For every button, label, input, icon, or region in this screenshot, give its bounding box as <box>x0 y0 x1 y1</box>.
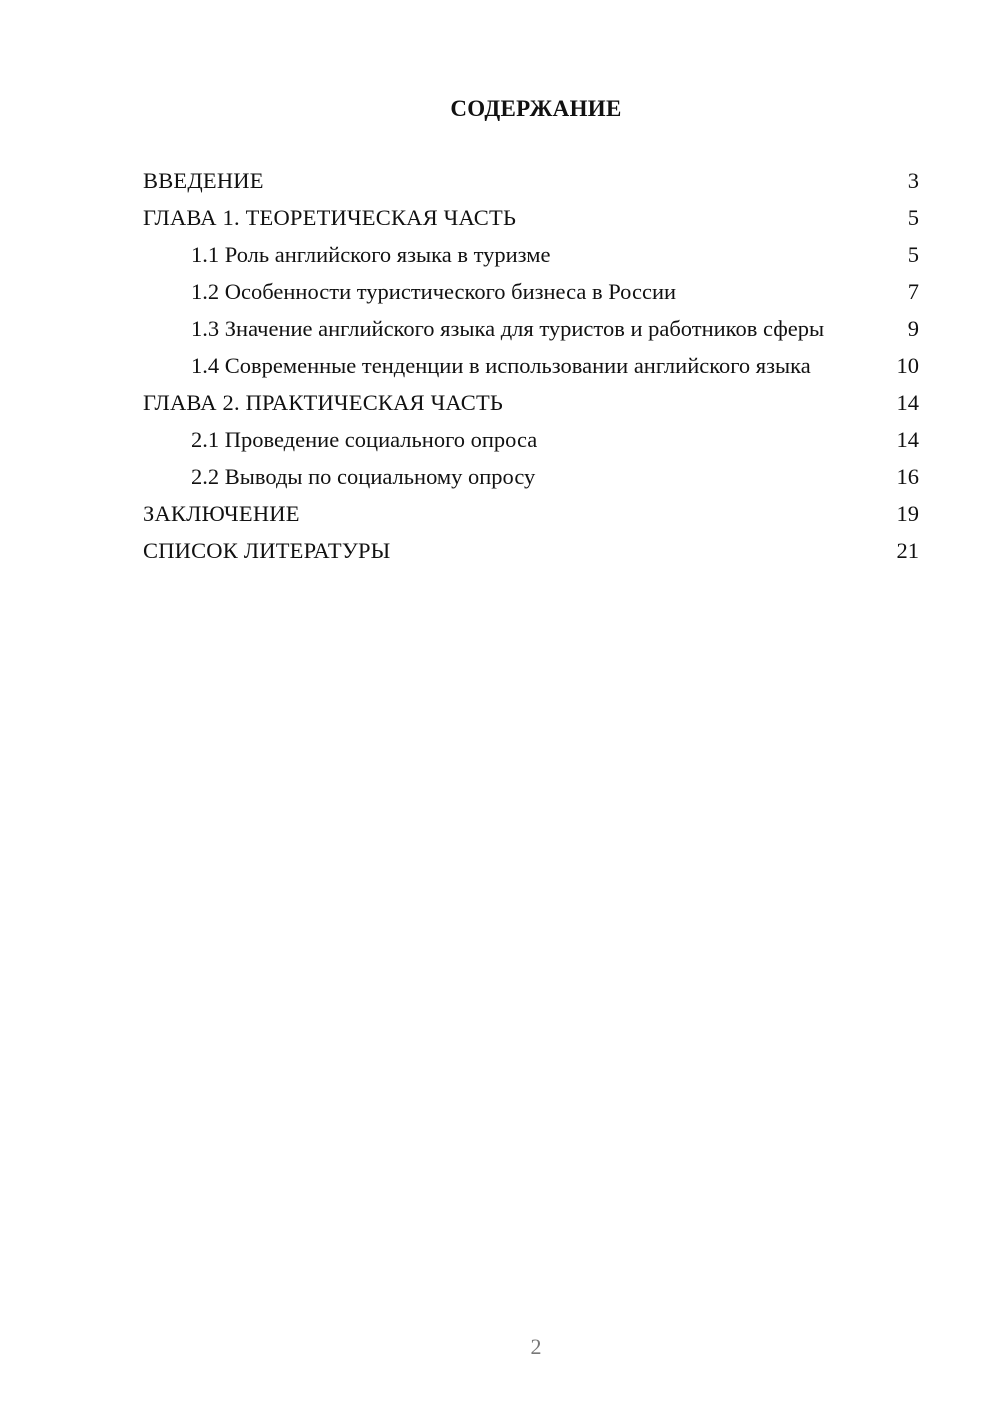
toc-entry-text: ЗАКЛЮЧЕНИЕ <box>143 501 300 526</box>
toc-entry-page: 9 <box>907 316 919 341</box>
toc-entry-page: 14 <box>896 427 919 452</box>
toc-entry-page: 5 <box>907 205 919 230</box>
toc-entry-chapter-2[interactable] <box>143 390 919 416</box>
toc-entry-chapter-1[interactable] <box>143 205 919 231</box>
toc-entry-text: ГЛАВА 1. ТЕОРЕТИЧЕСКАЯ ЧАСТЬ <box>143 205 517 230</box>
toc-entry-section-1-3[interactable] <box>143 316 919 342</box>
toc-entry-page: 10 <box>896 353 919 378</box>
toc-entry-page: 16 <box>896 464 919 489</box>
toc-entry-text: 1.3 Значение английского языка для туристов и работников сферы <box>191 316 825 341</box>
toc-entry-introduction[interactable] <box>143 168 919 194</box>
toc-entry-page: 19 <box>896 501 919 526</box>
toc-entry-text: СПИСОК ЛИТЕРАТУРЫ <box>143 538 391 563</box>
toc-entry-section-1-1[interactable] <box>143 242 919 268</box>
toc-entry-page: 21 <box>896 538 919 563</box>
toc-entry-text: 1.4 Современные тенденции в использовании английского языка <box>191 353 811 378</box>
toc-title: СОДЕРЖАНИЕ <box>450 96 622 121</box>
toc-entry-text: 2.1 Проведение социального опроса <box>191 427 538 452</box>
toc-entry-text: 1.1 Роль английского языка в туризме <box>191 242 551 267</box>
toc-entry-page: 7 <box>907 279 919 304</box>
toc-entry-text: 1.2 Особенности туристического бизнеса в России <box>191 279 677 304</box>
toc-entry-page: 14 <box>896 390 919 415</box>
toc-entry-text: 2.2 Выводы по социальному опросу <box>191 464 536 489</box>
toc-entry-text: ГЛАВА 2. ПРАКТИЧЕСКАЯ ЧАСТЬ <box>143 390 504 415</box>
toc-entry-section-2-2[interactable] <box>143 464 919 490</box>
toc-entry-page: 3 <box>907 168 919 193</box>
toc-entry-conclusion[interactable] <box>143 501 919 527</box>
toc-entry-references[interactable] <box>143 538 919 564</box>
toc-entry-section-2-1[interactable] <box>143 427 919 453</box>
table-of-contents <box>143 168 919 575</box>
page-number: 2 <box>530 1334 542 1359</box>
toc-entry-section-1-2[interactable] <box>143 279 919 305</box>
toc-entry-text: ВВЕДЕНИЕ <box>143 168 264 193</box>
toc-entry-page: 5 <box>907 242 919 267</box>
toc-entry-section-1-4[interactable] <box>143 353 919 379</box>
